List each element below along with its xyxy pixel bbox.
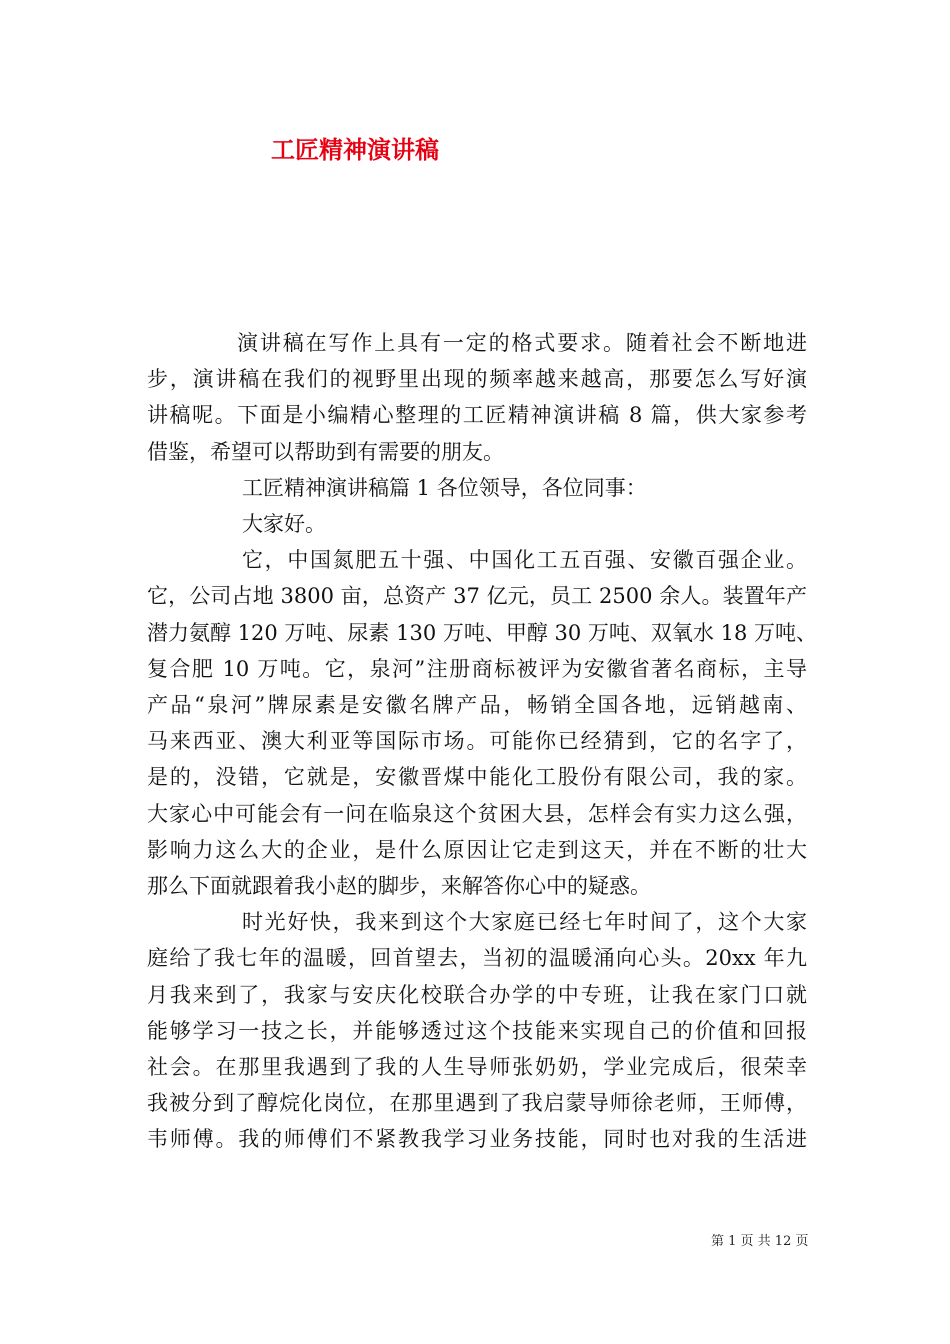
document-title [0, 133, 950, 167]
text-line: 那么下面就跟着我小赵的脚步，来解答你心中的疑惑。 [147, 874, 651, 899]
paragraph-story [147, 904, 807, 1157]
text-line: 韦师傅。我的师傅们不紧教我学习业务技能，同时也对我的生活进 [147, 1127, 807, 1152]
text-line: 大家好。 [242, 512, 326, 537]
text-line: 演讲稿在写作上具有一定的格式要求。随着社会不断地进 [237, 331, 807, 355]
text-line: 社会。在那里我遇到了我的人生导师张奶奶，学业完成后，很荣幸 [147, 1055, 807, 1080]
text-line: 讲稿呢。下面是小编精心整理的工匠精神演讲稿 8 篇，供大家参考 [147, 403, 807, 428]
paragraph-intro [147, 325, 807, 470]
paragraph-section-heading [147, 470, 807, 506]
text-line: 能够学习一技之长，并能够透过这个技能来实现自己的价值和回报 [147, 1018, 807, 1043]
text-line: 借鉴，希望可以帮助到有需要的朋友。 [147, 439, 504, 464]
text-line: 潜力氨醇 120 万吨、尿素 130 万吨、甲醇 30 万吨、双氧水 18 万吨、 [147, 620, 818, 645]
paragraph-company [147, 542, 818, 904]
text-line: 复合肥 10 万吨。它，泉河”注册商标被评为安徽省著名商标，主导 [147, 656, 807, 681]
text-line: 我被分到了醇烷化岗位，在那里遇到了我启蒙导师徐老师，王师傅， [147, 1091, 807, 1116]
page-number-footer: 第 1 页 共 12 页 [711, 1234, 809, 1249]
text-line: 庭给了我七年的温暖，回首望去，当初的温暖涌向心头。20xx 年九 [147, 946, 807, 971]
text-line: 是的，没错，它就是，安徽晋煤中能化工股份有限公司，我的家。 [147, 765, 807, 790]
text-line: 月我来到了，我家与安庆化校联合办学的中专班，让我在家门口就 [147, 982, 807, 1007]
text-line: 它，中国氮肥五十强、中国化工五百强、安徽百强企业。 [242, 548, 807, 573]
text-line: 产品“泉河”牌尿素是安徽名牌产品，畅销全国各地，远销越南、 [147, 693, 807, 718]
text-line: 步，演讲稿在我们的视野里出现的频率越来越高，那要怎么写好演 [147, 367, 807, 392]
text-line: 工匠精神演讲稿篇 1 各位领导，各位同事： [242, 475, 647, 500]
document-title-text: 工匠精神演讲稿 [271, 136, 439, 164]
text-line: 影响力这么大的企业，是什么原因让它走到这天，并在不断的壮大 [147, 837, 807, 862]
text-line: 它，公司占地 3800 亩，总资产 37 亿元，员工 2500 余人。装置年产 [147, 584, 807, 609]
text-line: 大家心中可能会有一问在临泉这个贫困大县，怎样会有实力这么强， [147, 801, 807, 826]
text-line: 马来西亚、澳大利亚等国际市场。可能你已经猜到，它的名字了， [147, 729, 807, 754]
document-body [147, 325, 818, 1158]
text-line: 时光好快，我来到这个大家庭已经七年时间了，这个大家 [242, 910, 807, 935]
paragraph-greeting [147, 506, 807, 542]
